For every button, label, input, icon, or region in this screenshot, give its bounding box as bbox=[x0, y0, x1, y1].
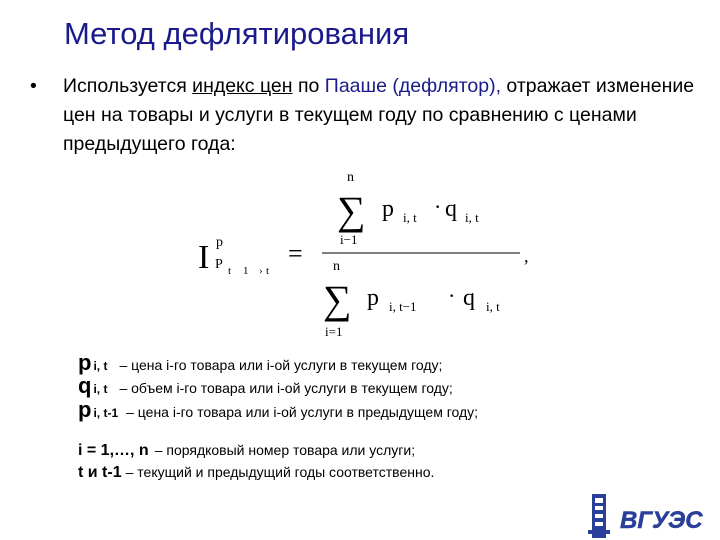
formula-sub-arrow: › bbox=[259, 265, 263, 277]
definition-description: – цена i-го товара или i-ой услуги в текущем году; bbox=[119, 357, 443, 373]
formula-sub-1: 1 bbox=[243, 265, 249, 277]
denominator-q-sub: i, t bbox=[486, 299, 500, 314]
numerator-lower-index: i−1 bbox=[340, 232, 358, 247]
definition-description: – порядковый номер товара или услуги; bbox=[154, 442, 416, 458]
slide-title: Метод дефлятирования bbox=[64, 16, 410, 51]
definition-symbol: p bbox=[78, 350, 92, 375]
bullet-text-after: отражает изменение цен на товары и услуги в текущем году по сравнению с ценами предыдущего года: bbox=[63, 75, 695, 155]
denominator-upper-n: n bbox=[333, 259, 340, 274]
definition-subscript: i, t bbox=[93, 382, 108, 396]
numerator-upper-n: n bbox=[347, 170, 354, 185]
definition-subscript: i, t-1 bbox=[93, 406, 119, 420]
formula-sub-t: t bbox=[228, 265, 232, 277]
bullet-marker: • bbox=[30, 75, 37, 97]
definition-description: – цена i-го товара или i-ой услуги в предыдущем году; bbox=[126, 404, 479, 420]
logo-emblem-icon bbox=[588, 494, 610, 538]
denominator-q: q bbox=[463, 285, 475, 311]
definition-symbol: q bbox=[78, 373, 92, 398]
formula-sub-P: P bbox=[215, 257, 223, 272]
formula-equals: = bbox=[288, 239, 303, 268]
formula-sup-p: p bbox=[216, 235, 223, 250]
numerator-sigma: ∑ bbox=[337, 188, 366, 233]
denominator-p-sub: i, t−1 bbox=[389, 299, 417, 314]
definition-description: – текущий и предыдущий годы соответственно. bbox=[125, 464, 435, 480]
definition-row bbox=[78, 373, 453, 399]
university-logo bbox=[584, 492, 720, 540]
numerator-p-sub: i, t bbox=[403, 210, 417, 225]
denominator-sigma: ∑ bbox=[323, 277, 352, 322]
definition-description: – объем i-го товара или i-ой услуги в текущем году; bbox=[119, 380, 453, 396]
definition-symbol: p bbox=[78, 397, 92, 422]
definition-bold-term: t и t-1 bbox=[78, 464, 122, 481]
bullet-text bbox=[63, 72, 700, 159]
definition-row bbox=[78, 464, 434, 482]
paasche-term: Пааше (дефлятор), bbox=[324, 75, 501, 97]
price-index-term: индекс цен bbox=[192, 75, 293, 97]
denominator-lower-index: i=1 bbox=[325, 324, 343, 339]
numerator-q-sub: i, t bbox=[465, 210, 479, 225]
bullet-paragraph bbox=[30, 72, 700, 159]
definition-row bbox=[78, 442, 415, 460]
definition-bold-term: i = 1,…, n bbox=[78, 442, 149, 459]
denominator-p: p bbox=[367, 285, 379, 311]
numerator-dot: · bbox=[434, 194, 442, 219]
formula-index-symbol: I bbox=[198, 239, 210, 276]
definition-row bbox=[78, 397, 478, 423]
numerator-p: p bbox=[382, 196, 394, 222]
definition-subscript: i, t bbox=[93, 359, 108, 373]
formula-sub-t2: t bbox=[266, 265, 270, 277]
numerator-q: q bbox=[445, 196, 457, 222]
logo-wordmark: ВГУЭС bbox=[620, 507, 703, 534]
denominator-dot: · bbox=[448, 283, 456, 308]
formula-comma: , bbox=[524, 246, 529, 266]
bullet-text-mid: по bbox=[292, 75, 325, 97]
bullet-text-before: Используется bbox=[63, 75, 193, 97]
